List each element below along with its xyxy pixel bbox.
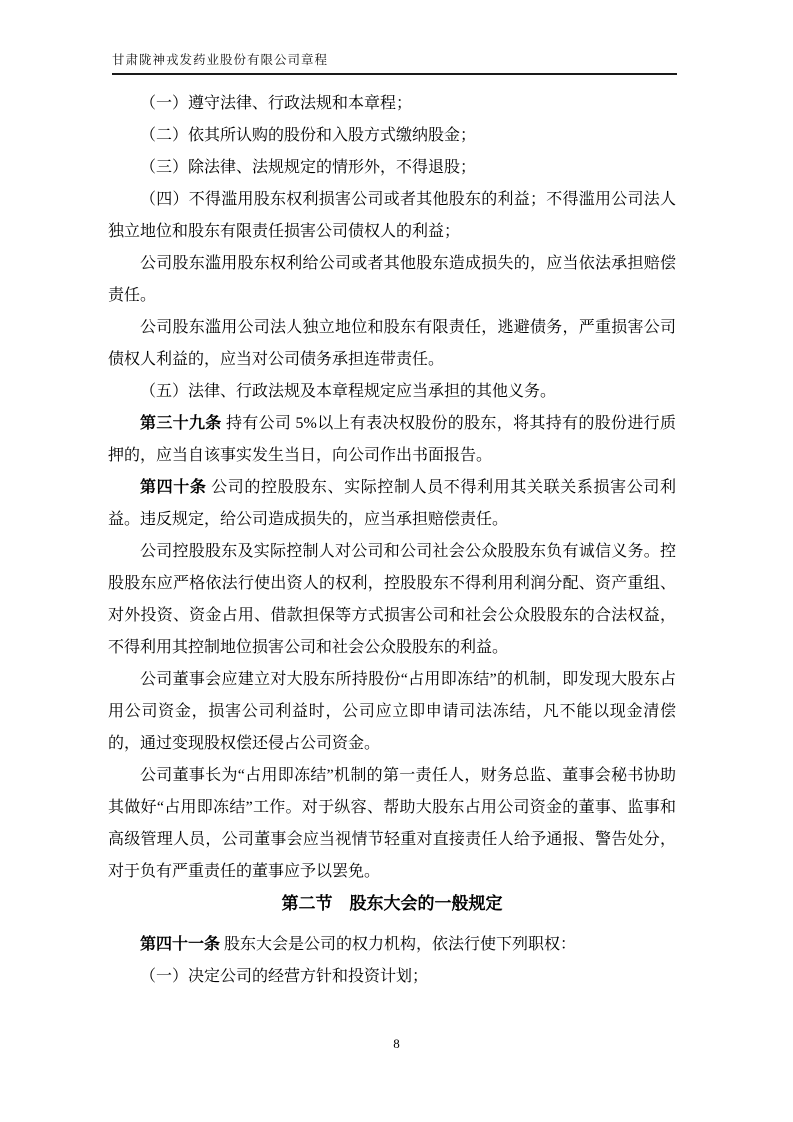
paragraph: （五）法律、行政法规及本章程规定应当承担的其他义务。 <box>140 383 557 400</box>
article-number: 第四十一条 <box>140 936 221 953</box>
document-body <box>108 88 676 993</box>
paragraph: （一）遵守法律、行政法规和本章程； <box>140 95 413 112</box>
paragraph: （三）除法律、法规规定的情形外，不得退股； <box>140 159 477 176</box>
paragraph: 第四十条 公司的控股股东、实际控制人员不得利用其关联关系损害公司利益。违反规定，给公司造成损失的，应当承担赔偿责任。 <box>108 479 676 528</box>
paragraph: 公司股东滥用公司法人独立地位和股东有限责任，逃避债务，严重损害公司债权人利益的，应当对公司债务承担连带责任。 <box>108 319 676 368</box>
paragraph: 公司董事会应建立对大股东所持股份“占用即冻结”的机制，即发现大股东占用公司资金，损害公司利益时，公司应立即申请司法冻结，凡不能以现金清偿的，通过变现股权偿还侵占公司资金。 <box>108 671 676 752</box>
paragraph: 公司控股股东及实际控制人对公司和公司社会公众股股东负有诚信义务。控股股东应严格依法行使出资人的权利，控股股东不得利用利润分配、资产重组、对外投资、资金占用、借款担保等方式损害公司和社会公众股股东的合法权益，不得利用其控制地位损害公司和社会公众股股东的利益。 <box>108 543 676 656</box>
paragraph: 第四十一条 股东大会是公司的权力机构，依法行使下列职权： <box>140 936 577 953</box>
page-footer <box>0 1036 793 1052</box>
paragraph: 公司股东滥用股东权利给公司或者其他股东造成损失的，应当依法承担赔偿责任。 <box>108 255 676 304</box>
paragraph: 公司董事长为“占用即冻结”机制的第一责任人，财务总监、董事会秘书协助其做好“占用即冻结”工作。对于纵容、帮助大股东占用公司资金的董事、监事和高级管理人员，公司董事会应当视情节轻重对直接责任人给予通报、警告处分，对于负有严重责任的董事应予以罢免。 <box>108 767 676 880</box>
paragraph: （四）不得滥用股东权利损害公司或者其他股东的利益；不得滥用公司法人独立地位和股东有限责任损害公司债权人的利益； <box>108 191 676 240</box>
paragraph: （二）依其所认购的股份和入股方式缴纳股金； <box>140 127 477 144</box>
section-heading: 第二节 股东大会的一般规定 <box>281 894 503 913</box>
page-number: 8 <box>393 1036 400 1051</box>
header-doc-title: 甘肃陇神戎发药业股份有限公司章程 <box>112 53 329 67</box>
article-number: 第四十条 <box>140 479 207 496</box>
paragraph: 第三十九条 持有公司 5%以上有表决权股份的股东，将其持有的股份进行质押的，应当自该事实发生当日，向公司作出书面报告。 <box>108 415 676 464</box>
article-number: 第三十九条 <box>140 415 222 432</box>
paragraph: （一）决定公司的经营方针和投资计划； <box>140 968 429 985</box>
page-header <box>112 52 677 75</box>
